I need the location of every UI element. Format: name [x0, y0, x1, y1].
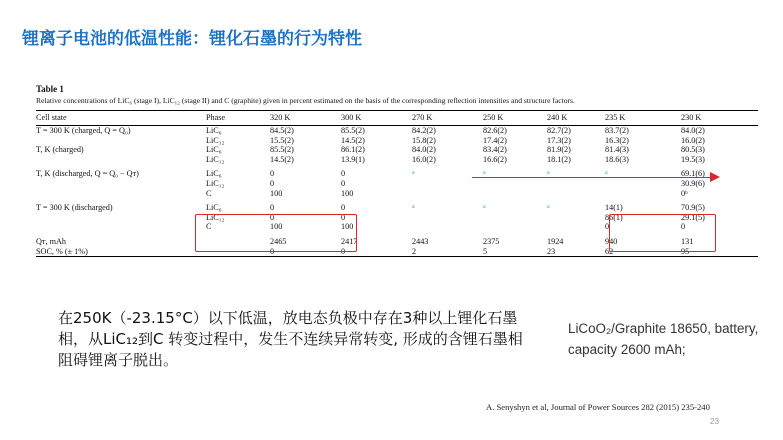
- table-cell: [36, 222, 206, 232]
- table-cell: [547, 189, 605, 199]
- table-cell: 84.5(2): [270, 126, 294, 135]
- header-cell: 250 K: [483, 111, 547, 126]
- table-cell: 100: [341, 222, 354, 232]
- table-cell: 0: [270, 203, 275, 213]
- table-block: [36, 84, 758, 257]
- table-cell: 84.2(2): [412, 126, 436, 135]
- table-cell: [483, 189, 547, 199]
- table-cell: 100: [270, 188, 283, 198]
- header-cell: 270 K: [412, 111, 483, 126]
- table-cell: a: [605, 170, 608, 177]
- table-cell: 0: [341, 178, 346, 188]
- table-cell: LiC₆: [206, 169, 222, 179]
- table-cell: T = 300 K (discharged): [36, 203, 113, 213]
- table-cell: a: [547, 170, 550, 177]
- table-cell: 83.7(2): [605, 126, 629, 135]
- table-cell: 5: [483, 247, 547, 257]
- table-cell: 70.9(5): [681, 203, 705, 213]
- table-cell: 16.0(2): [412, 154, 436, 164]
- table-cell: 82.7(2): [547, 126, 571, 135]
- table-cell: 82.6(2): [483, 126, 507, 135]
- header-cell: Phase: [206, 111, 270, 126]
- table-cell: 81.4(3): [605, 145, 629, 155]
- header-cell: Cell state: [36, 111, 206, 126]
- table-cell: LiC₁₂: [206, 178, 225, 188]
- table-cell: 2375: [483, 236, 500, 246]
- table-cell: LiC₁₂: [206, 212, 225, 222]
- table-cell: LiC₁₂: [206, 135, 225, 145]
- table-cell: [412, 189, 483, 199]
- table-cell: T, K (discharged, Q = Q₀ − Qᴛ): [36, 169, 139, 179]
- table-cell: 83.4(2): [483, 145, 507, 155]
- table-cell: 100: [341, 188, 354, 198]
- table-cell: a: [412, 204, 415, 211]
- table-cell: 0: [270, 247, 341, 257]
- table-row: [36, 247, 758, 257]
- table-row: [36, 179, 758, 189]
- table-row: [36, 213, 758, 223]
- header-cell: 240 K: [547, 111, 605, 126]
- table-cell: [547, 222, 605, 232]
- table-cell: 95: [681, 247, 758, 257]
- table-cell: 84.0(2): [681, 126, 705, 135]
- table-cell: LiC₆: [206, 203, 222, 213]
- table-cell: 19.5(3): [681, 154, 705, 164]
- table-row: [36, 136, 758, 146]
- table-cell: a: [483, 204, 486, 211]
- table-cell: LiC₆: [206, 126, 222, 135]
- header-cell: 235 K: [605, 111, 681, 126]
- table-cell: 85.5(2): [270, 145, 294, 155]
- table-cell: 14(1): [605, 203, 623, 213]
- battery-info: LiCoO₂/Graphite 18650, battery, capacity 2600 mAh;: [568, 321, 759, 357]
- header-cell: 300 K: [341, 111, 412, 126]
- table-cell: 100: [270, 222, 283, 232]
- table-label: Table 1: [36, 84, 64, 94]
- table-cell: 17.4(2): [483, 135, 507, 145]
- table-cell: 18.6(3): [605, 154, 629, 164]
- table-cell: 14.5(2): [341, 135, 365, 145]
- table-cell: a: [547, 204, 550, 211]
- table-cell: 2417: [341, 236, 358, 246]
- table-cell: 0: [270, 169, 275, 179]
- table-row: [36, 222, 758, 232]
- table-cell: 62: [605, 247, 681, 257]
- table-row: [36, 145, 758, 155]
- table-cell: 2465: [270, 236, 287, 246]
- table-cell: a: [483, 170, 486, 177]
- table-cell: [36, 136, 206, 146]
- table-cell: 14.5(2): [270, 154, 294, 164]
- page-number: 23: [710, 417, 719, 426]
- table-cell: 16.6(2): [483, 154, 507, 164]
- table-cell: 86.1(2): [341, 145, 365, 155]
- table-cell: [483, 179, 547, 189]
- table-cell: 16.0(2): [681, 135, 705, 145]
- table-cell: [206, 237, 270, 247]
- table-row: [36, 126, 758, 136]
- table-cell: Qᴛ, mAh: [36, 236, 66, 246]
- table-cell: T = 300 K (charged, Q = Q₀): [36, 126, 131, 135]
- table-cell: [547, 213, 605, 223]
- table-cell: 85.5(2): [341, 126, 365, 135]
- table-cell: 15.8(2): [412, 135, 436, 145]
- table-row: [36, 237, 758, 247]
- table-cell: [412, 179, 483, 189]
- table-cell: 2443: [412, 236, 429, 246]
- table-cell: 13.9(1): [341, 154, 365, 164]
- table-cell: 17.3(2): [547, 135, 571, 145]
- table-cell: SOC, % (± 1%): [36, 247, 206, 257]
- table-cell: 86(1): [605, 212, 623, 222]
- table-cell: 0: [605, 222, 610, 232]
- header-cell: 230 K: [681, 111, 758, 126]
- table-cell: 0: [341, 169, 346, 179]
- reference-citation: A. Senyshyn et al, Journal of Power Sources 282 (2015) 235-240: [486, 402, 710, 412]
- table-cell: [605, 189, 681, 199]
- table-cell: LiC₁₂: [206, 154, 225, 164]
- table-row: [36, 203, 758, 213]
- table-cell: 30.9(6): [681, 178, 705, 188]
- table-cell: [412, 222, 483, 232]
- table-cell: 0: [681, 222, 686, 232]
- slide-title: 锂离子电池的低温性能：锂化石墨的行为特性: [22, 29, 362, 49]
- table-cell: [206, 247, 270, 257]
- arrow-head-icon: [710, 172, 720, 182]
- table-cell: [36, 189, 206, 199]
- table-cell: [483, 213, 547, 223]
- table-cell: 15.5(2): [270, 135, 294, 145]
- conclusion-text: 在250K（-23.15°C）以下低温，放电态负极中存在3种以上锂化石墨相，从LiC₁₂到C 转变过程中，发生不连续异常转变, 形成的含锂石墨相阻碍锂离子脱出。: [58, 309, 523, 369]
- table-cell: C: [206, 222, 212, 232]
- table-cell: [36, 179, 206, 189]
- table-header-row: [36, 111, 758, 126]
- table-cell: 0: [341, 212, 346, 222]
- table-row: [36, 189, 758, 199]
- table-body: [36, 126, 758, 257]
- header-cell: 320 K: [270, 111, 341, 126]
- table-cell: 80.5(3): [681, 145, 705, 155]
- data-table: [36, 110, 758, 257]
- table-cell: 81.9(2): [547, 145, 571, 155]
- table-cell: 0: [341, 203, 346, 213]
- table-cell: LiC₆: [206, 145, 222, 155]
- table-cell: C: [206, 188, 212, 198]
- table-cell: 84.0(2): [412, 145, 436, 155]
- table-caption: Relative concentrations of LiC₆ (stage I), LiC₁₂ (stage II) and C (graphite) given in percent estimated on the basis of the corresponding reflection intensities and structure factors.: [36, 96, 575, 105]
- table-cell: [412, 213, 483, 223]
- table-cell: 16.3(2): [605, 135, 629, 145]
- table-cell: [483, 222, 547, 232]
- table-cell: 2: [412, 247, 483, 257]
- highlight-underline: [472, 177, 712, 178]
- table-cell: 0: [341, 247, 412, 257]
- table-cell: [547, 179, 605, 189]
- table-cell: 131: [681, 236, 694, 246]
- table-cell: [36, 213, 206, 223]
- table-cell: 23: [547, 247, 605, 257]
- table-cell: 0: [270, 178, 275, 188]
- table-cell: 69.1(6): [681, 169, 705, 179]
- table-cell: 29.1(5): [681, 212, 705, 222]
- table-cell: 940: [605, 236, 618, 246]
- table-cell: [36, 155, 206, 165]
- table-cell: 0: [270, 212, 275, 222]
- table-cell: a: [412, 170, 415, 177]
- table-cell: 1924: [547, 236, 564, 246]
- table-row: [36, 155, 758, 165]
- table-cell: 18.1(2): [547, 154, 571, 164]
- table-cell: T, K (charged): [36, 145, 84, 155]
- table-cell: [605, 179, 681, 189]
- table-cell: 0ᵇ: [681, 188, 688, 198]
